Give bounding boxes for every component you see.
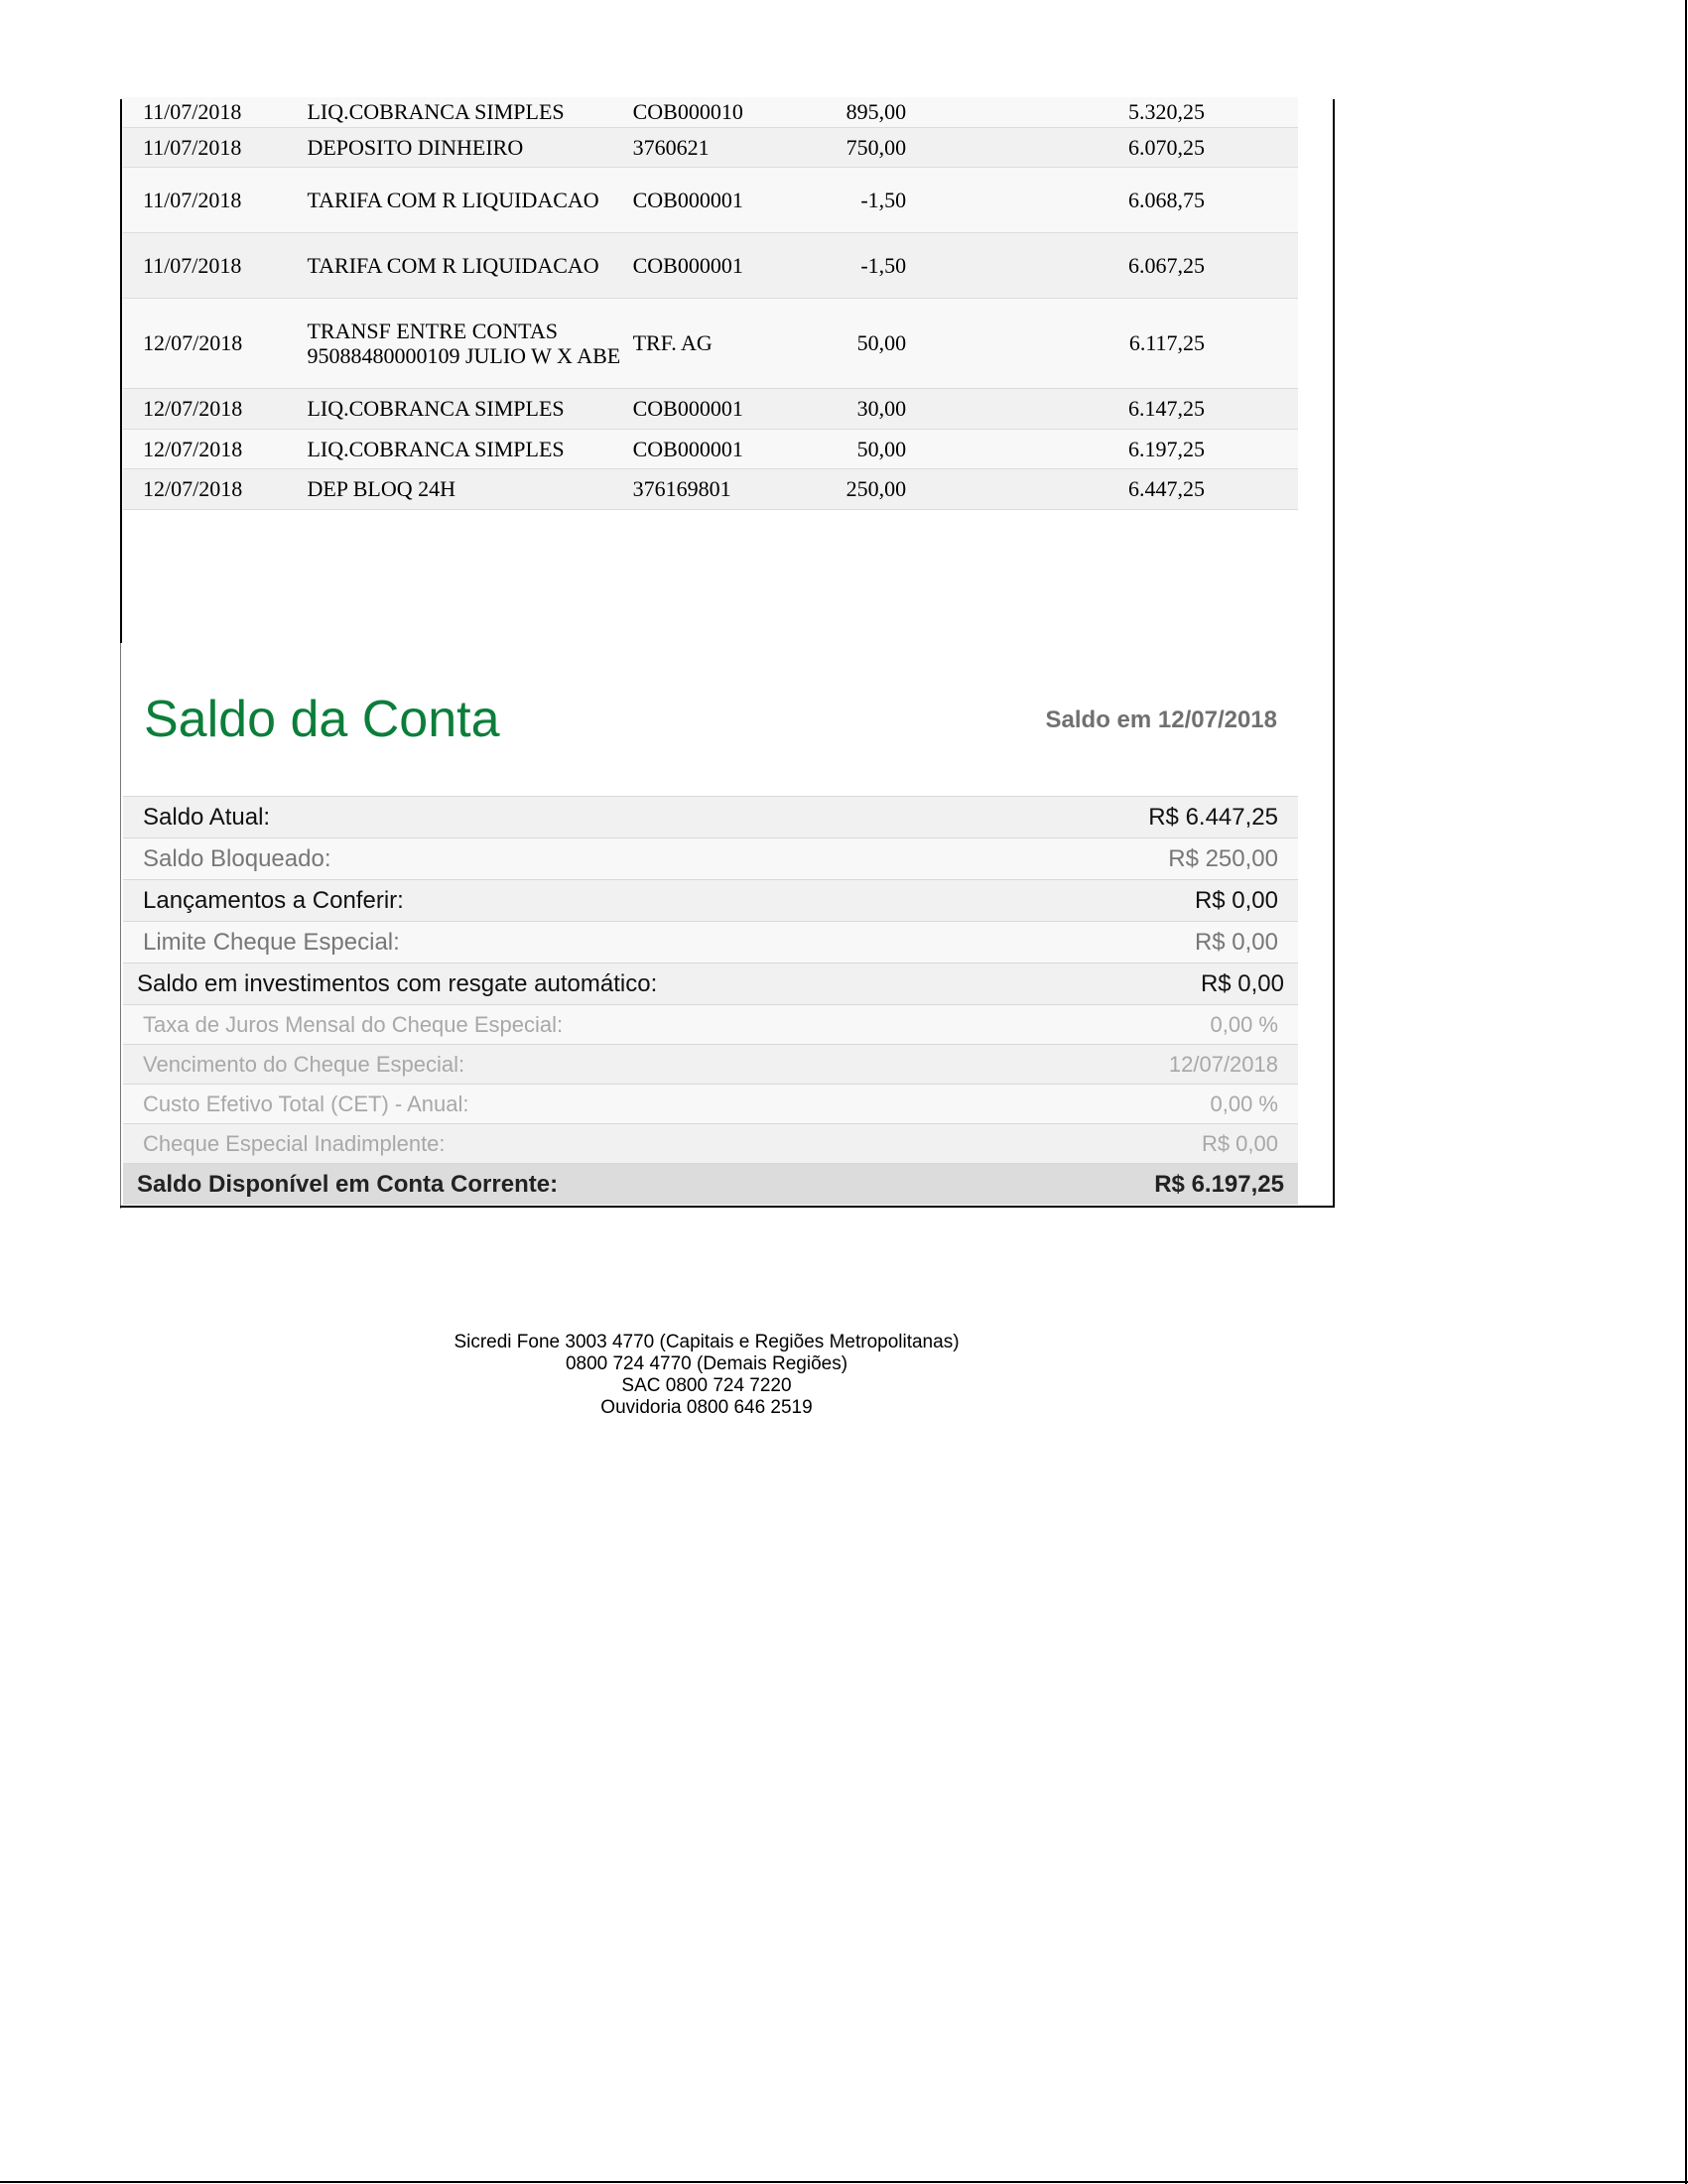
tx-date: 11/07/2018	[123, 232, 307, 298]
tx-date: 12/07/2018	[123, 429, 307, 468]
table-row	[123, 388, 1298, 429]
tx-document: 376169801	[633, 468, 779, 509]
tx-description: LIQ.COBRANCA SIMPLES	[307, 388, 632, 429]
tx-value: 895,00	[779, 97, 906, 127]
saldo-total-value: R$ 6.197,25	[1154, 1170, 1284, 1198]
saldo-row-label: Limite Cheque Especial:	[143, 928, 400, 956]
tx-balance: 6.447,25	[906, 468, 1298, 509]
footer-ouvidoria-line: Ouvidoria 0800 646 2519	[600, 1397, 813, 1418]
tx-value: 750,00	[779, 127, 906, 167]
tx-document: COB000001	[633, 388, 779, 429]
saldo-date-label: Saldo em 12/07/2018	[1045, 707, 1277, 733]
saldo-row-value: 0,00 %	[1210, 1091, 1278, 1116]
tx-document: COB000010	[633, 97, 779, 127]
footer-sac-line: SAC 0800 724 7220	[621, 1375, 792, 1396]
tx-balance: 6.117,25	[906, 298, 1298, 388]
tx-value: -1,50	[779, 167, 906, 232]
tx-description: LIQ.COBRANCA SIMPLES	[307, 97, 632, 127]
tx-value: 250,00	[779, 468, 906, 509]
tx-document: COB000001	[633, 232, 779, 298]
tx-value: 30,00	[779, 388, 906, 429]
saldo-row-label: Vencimento do Cheque Especial:	[143, 1051, 465, 1077]
saldo-row-vencimento	[123, 1044, 1298, 1084]
saldo-title: Saldo da Conta	[144, 691, 500, 748]
tx-date: 12/07/2018	[123, 388, 307, 429]
saldo-row-label: Saldo em investimentos com resgate automático:	[137, 969, 658, 997]
saldo-row-value: 12/07/2018	[1168, 1051, 1278, 1077]
frame-right-border	[1333, 99, 1335, 1208]
footer-phone-line: Sicredi Fone 3003 4770 (Capitais e Regiões Metropolitanas)	[454, 1332, 960, 1352]
saldo-row-limite	[123, 921, 1298, 963]
table-row	[123, 167, 1298, 232]
saldo-row-label: Saldo Atual:	[143, 803, 271, 831]
tx-description: TARIFA COM R LIQUIDACAO	[307, 232, 632, 298]
tx-value: 50,00	[779, 429, 906, 468]
tx-value: 50,00	[779, 298, 906, 388]
saldo-row-value: R$ 6.447,25	[1148, 803, 1278, 831]
table-row	[123, 97, 1298, 127]
saldo-row-value: R$ 0,00	[1201, 1130, 1278, 1156]
tx-date: 11/07/2018	[123, 97, 307, 127]
tx-description: DEP BLOQ 24H	[307, 468, 632, 509]
frame-bottom-border	[120, 1206, 1335, 1208]
saldo-row-label: Cheque Especial Inadimplente:	[143, 1130, 446, 1156]
frame-left-border-lower	[120, 643, 121, 1209]
saldo-row-label: Taxa de Juros Mensal do Cheque Especial:	[143, 1011, 564, 1037]
tx-value: -1,50	[779, 232, 906, 298]
table-row	[123, 429, 1298, 468]
saldo-row-value: R$ 250,00	[1168, 844, 1278, 872]
tx-document: COB000001	[633, 429, 779, 468]
saldo-row-investimentos	[123, 963, 1298, 1004]
saldo-row-value: R$ 0,00	[1194, 886, 1278, 914]
saldo-row-label: Lançamentos a Conferir:	[143, 886, 404, 914]
page-edge-right	[1685, 0, 1687, 2184]
saldo-row-bloqueado	[123, 837, 1298, 879]
table-row	[123, 298, 1298, 388]
tx-balance: 6.067,25	[906, 232, 1298, 298]
saldo-row-inadimplente	[123, 1123, 1298, 1163]
page-edge-bottom	[0, 2181, 1688, 2183]
tx-balance: 6.147,25	[906, 388, 1298, 429]
saldo-total-label: Saldo Disponível em Conta Corrente:	[137, 1170, 559, 1198]
tx-date: 12/07/2018	[123, 468, 307, 509]
tx-balance: 6.070,25	[906, 127, 1298, 167]
saldo-row-value: 0,00 %	[1210, 1011, 1278, 1037]
tx-document: TRF. AG	[633, 298, 779, 388]
saldo-row-value: R$ 0,00	[1200, 969, 1284, 997]
saldo-row-atual	[123, 796, 1298, 837]
tx-document: 3760621	[633, 127, 779, 167]
tx-balance: 6.068,75	[906, 167, 1298, 232]
transactions-table	[123, 97, 1298, 510]
tx-date: 11/07/2018	[123, 167, 307, 232]
saldo-row-taxa-juros	[123, 1004, 1298, 1044]
tx-balance: 5.320,25	[906, 97, 1298, 127]
saldo-row-disponivel	[123, 1163, 1298, 1205]
footer-phone-line: 0800 724 4770 (Demais Regiões)	[565, 1353, 848, 1374]
tx-description: DEPOSITO DINHEIRO	[307, 127, 632, 167]
tx-description: TRANSF ENTRE CONTAS 95088480000109 JULIO W X ABE	[307, 298, 632, 388]
tx-date: 11/07/2018	[123, 127, 307, 167]
table-row	[123, 468, 1298, 509]
table-row	[123, 127, 1298, 167]
saldo-row-label: Saldo Bloqueado:	[143, 844, 331, 872]
table-row	[123, 232, 1298, 298]
tx-description: LIQ.COBRANCA SIMPLES	[307, 429, 632, 468]
tx-balance: 6.197,25	[906, 429, 1298, 468]
frame-left-border	[120, 99, 122, 643]
saldo-row-label: Custo Efetivo Total (CET) - Anual:	[143, 1091, 469, 1116]
saldo-row-cet	[123, 1084, 1298, 1123]
tx-description: TARIFA COM R LIQUIDACAO	[307, 167, 632, 232]
footer-contacts	[0, 1332, 1413, 1419]
saldo-summary	[123, 796, 1298, 1205]
saldo-row-lancamentos	[123, 879, 1298, 921]
saldo-row-value: R$ 0,00	[1194, 928, 1278, 956]
tx-document: COB000001	[633, 167, 779, 232]
tx-date: 12/07/2018	[123, 298, 307, 388]
